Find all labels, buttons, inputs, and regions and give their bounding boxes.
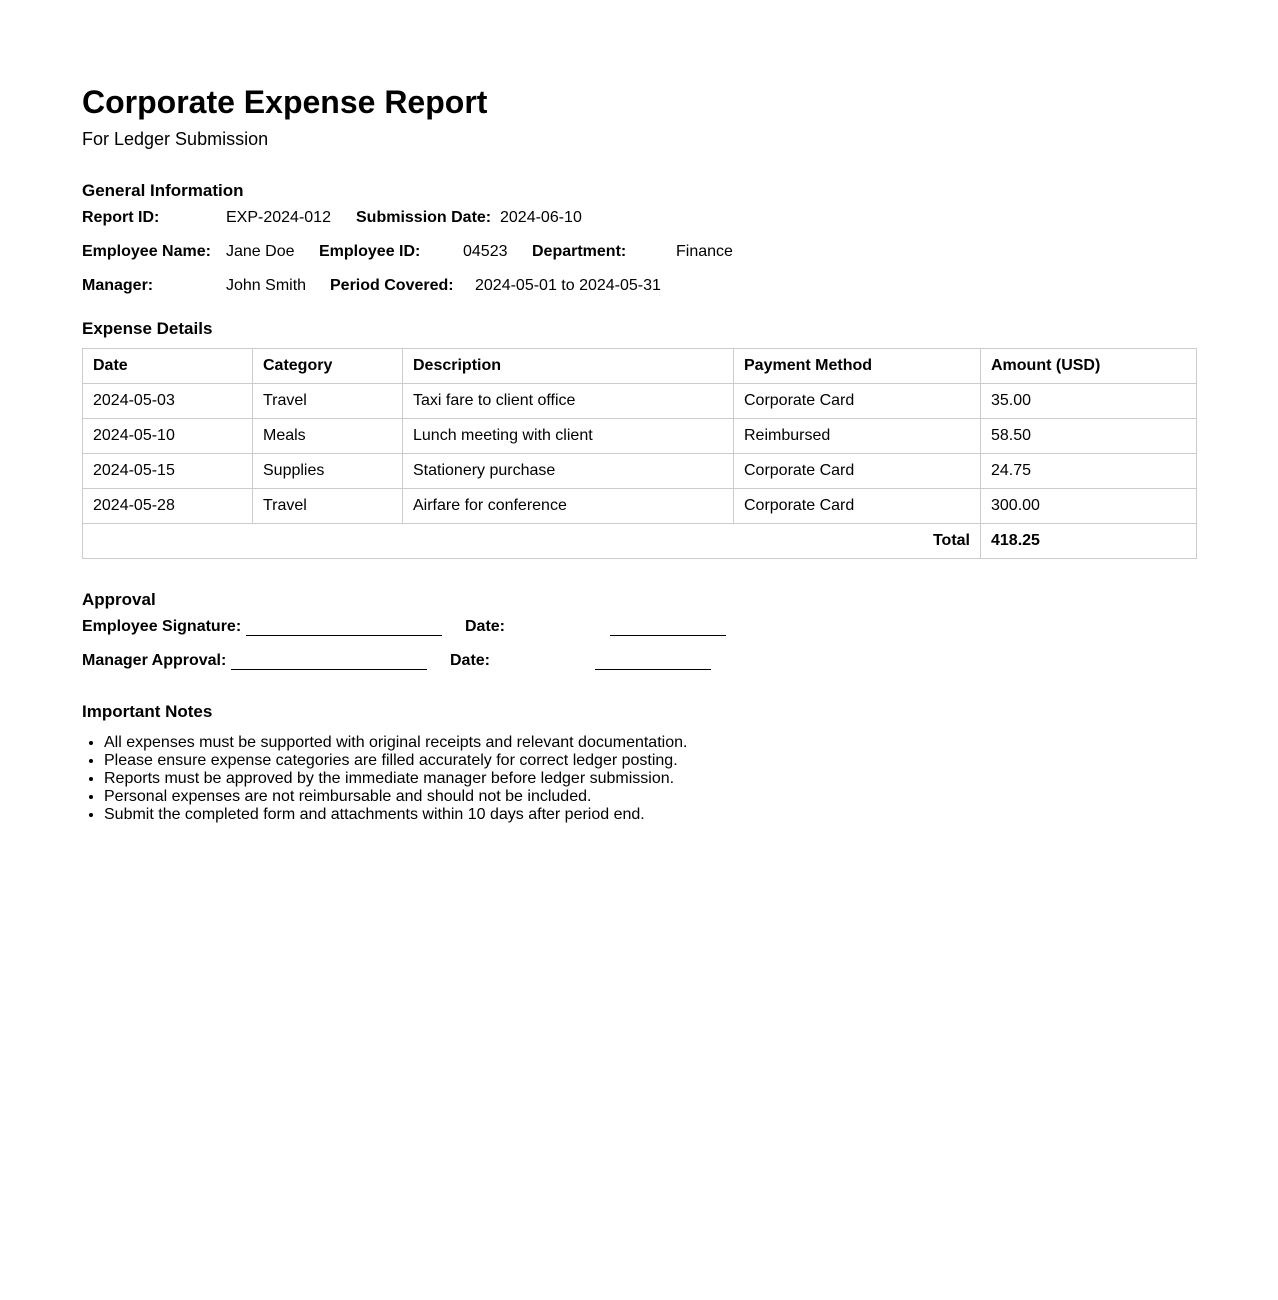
cell-category: Supplies xyxy=(253,454,403,489)
column-header-amount: Amount (USD) xyxy=(981,349,1197,384)
report-id-value: EXP-2024-012 xyxy=(226,209,331,226)
submission-date-value: 2024-06-10 xyxy=(500,209,582,226)
period-label: Period Covered: xyxy=(330,277,454,294)
expense-details-heading: Expense Details xyxy=(82,319,213,338)
cell-description: Airfare for conference xyxy=(403,489,734,524)
employee-signature-label: Employee Signature: xyxy=(82,618,242,635)
cell-description: Taxi fare to client office xyxy=(403,384,734,419)
cell-amount: 24.75 xyxy=(981,454,1197,489)
submission-date-label: Submission Date: xyxy=(356,209,492,226)
department-value: Finance xyxy=(676,243,733,260)
employee-name-label: Employee Name: xyxy=(82,243,211,260)
manager-approval-label: Manager Approval: xyxy=(82,652,227,669)
employee-signature-line[interactable] xyxy=(246,635,442,636)
employee-date-line[interactable] xyxy=(610,635,726,636)
approval-heading: Approval xyxy=(82,590,156,609)
column-header-category: Category xyxy=(253,349,403,384)
column-header-description: Description xyxy=(403,349,734,384)
cell-category: Travel xyxy=(253,489,403,524)
manager-label: Manager: xyxy=(82,277,154,294)
list-item: • Reports must be approved by the immediate manager before ledger submission. xyxy=(104,770,687,788)
period-value: 2024-05-01 to 2024-05-31 xyxy=(475,277,661,294)
cell-payment-method: Corporate Card xyxy=(734,384,981,419)
cell-date: 2024-05-15 xyxy=(83,454,253,489)
column-header-date: Date xyxy=(83,349,253,384)
cell-payment-method: Corporate Card xyxy=(734,454,981,489)
total-label: Total xyxy=(83,524,981,559)
manager-signature-line[interactable] xyxy=(231,669,427,670)
page-title: Corporate Expense Report xyxy=(82,84,488,120)
cell-amount: 58.50 xyxy=(981,419,1197,454)
table-row xyxy=(83,454,1197,489)
cell-date: 2024-05-10 xyxy=(83,419,253,454)
notes-list xyxy=(82,734,687,824)
cell-date: 2024-05-28 xyxy=(83,489,253,524)
manager-date-label: Date: xyxy=(450,652,491,669)
cell-category: Travel xyxy=(253,384,403,419)
cell-amount: 300.00 xyxy=(981,489,1197,524)
table-total-row xyxy=(83,524,1197,559)
cell-description: Stationery purchase xyxy=(403,454,734,489)
table-header-row xyxy=(83,349,1197,384)
list-item: • Personal expenses are not reimbursable and should not be included. xyxy=(104,788,687,806)
table-row xyxy=(83,419,1197,454)
total-value: 418.25 xyxy=(981,524,1197,559)
list-item: • Submit the completed form and attachments within 10 days after period end. xyxy=(104,806,687,824)
employee-name-value: Jane Doe xyxy=(226,243,295,260)
employee-id-label: Employee ID: xyxy=(319,243,421,260)
manager-value: John Smith xyxy=(226,277,307,294)
cell-category: Meals xyxy=(253,419,403,454)
report-id-label: Report ID: xyxy=(82,209,160,226)
list-item: • Please ensure expense categories are filled accurately for correct ledger posting. xyxy=(104,752,687,770)
page-subtitle: For Ledger Submission xyxy=(82,129,269,149)
cell-date: 2024-05-03 xyxy=(83,384,253,419)
column-header-payment-method: Payment Method xyxy=(734,349,981,384)
table-row xyxy=(83,489,1197,524)
expense-table xyxy=(82,348,1197,559)
cell-amount: 35.00 xyxy=(981,384,1197,419)
general-info-heading: General Information xyxy=(82,181,244,200)
cell-payment-method: Corporate Card xyxy=(734,489,981,524)
table-row xyxy=(83,384,1197,419)
notes-heading: Important Notes xyxy=(82,702,213,721)
list-item: • All expenses must be supported with original receipts and relevant documentation. xyxy=(104,734,687,752)
employee-id-value: 04523 xyxy=(463,243,508,260)
cell-payment-method: Reimbursed xyxy=(734,419,981,454)
cell-description: Lunch meeting with client xyxy=(403,419,734,454)
manager-date-line[interactable] xyxy=(595,669,711,670)
department-label: Department: xyxy=(532,243,627,260)
employee-date-label: Date: xyxy=(465,618,506,635)
